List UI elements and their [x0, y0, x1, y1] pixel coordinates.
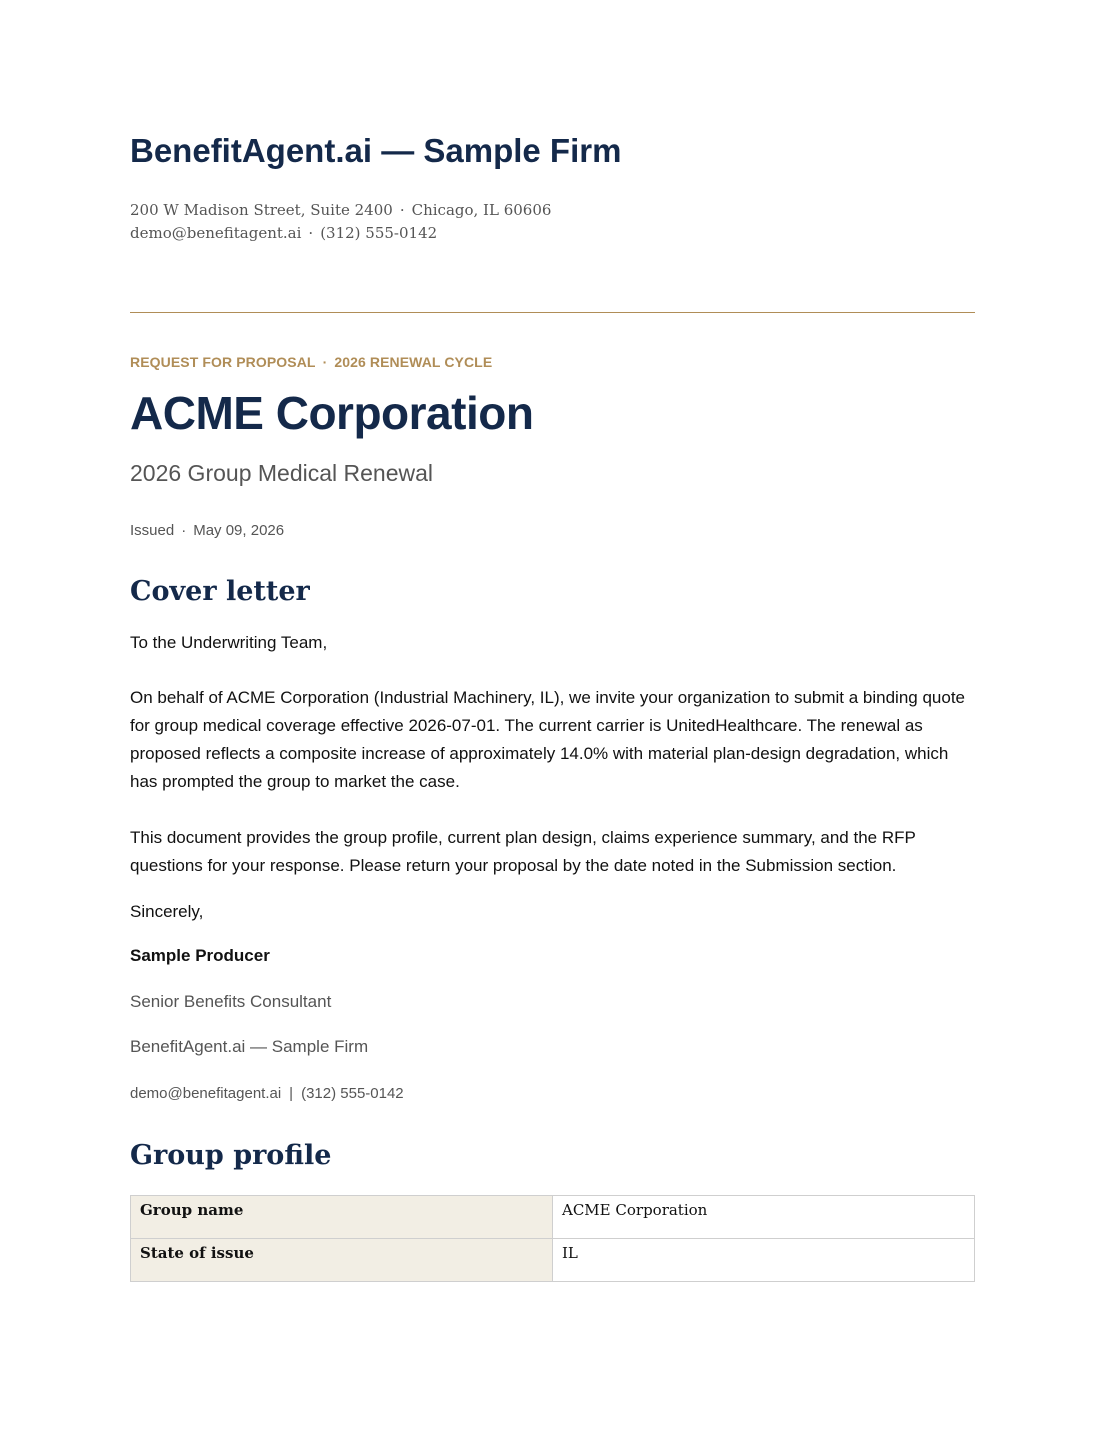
issued-date-line: [130, 522, 284, 539]
issued-label: Issued: [130, 522, 175, 539]
firm-phone: (312) 555-0142: [320, 224, 438, 242]
signer-contact: [130, 1085, 404, 1102]
letter-paragraph-2: This document provides the group profile, current plan design, claims experience summary, and the RFP questions for your response. Please return your proposal by the date noted in the Submission section.: [130, 828, 916, 875]
profile-label-state: State of issue: [131, 1239, 553, 1282]
eyebrow-rfp: REQUEST FOR PROPOSAL: [130, 354, 316, 370]
issued-separator: ·: [181, 522, 187, 539]
contact-separator: ·: [308, 224, 314, 242]
firm-contact-line: [130, 222, 551, 245]
signer-contact-separator: |: [289, 1085, 294, 1102]
group-title: ACME Corporation: [130, 387, 534, 439]
eyebrow-separator: ·: [322, 354, 328, 370]
table-row: [131, 1196, 975, 1239]
firm-email: demo@benefitagent.ai: [130, 224, 302, 242]
letter-closing: Sincerely,: [130, 902, 204, 921]
profile-value-group-name: ACME Corporation: [553, 1196, 975, 1239]
cover-letter-heading: Cover letter: [130, 576, 310, 607]
profile-value-state: IL: [553, 1239, 975, 1282]
firm-city: Chicago, IL 60606: [411, 201, 552, 219]
document-eyebrow: [130, 354, 492, 370]
eyebrow-cycle: 2026 RENEWAL CYCLE: [334, 354, 493, 370]
issued-date: May 09, 2026: [193, 522, 285, 539]
firm-street: 200 W Madison Street, Suite 2400: [130, 201, 393, 219]
signer-name: Sample Producer: [130, 946, 270, 965]
signer-title: Senior Benefits Consultant: [130, 992, 332, 1011]
header-divider: [130, 312, 975, 313]
group-profile-table: [130, 1195, 975, 1282]
group-profile-heading: Group profile: [130, 1140, 332, 1171]
firm-name: BenefitAgent.ai — Sample Firm: [130, 132, 622, 169]
letter-salutation: To the Underwriting Team,: [130, 633, 328, 652]
firm-address-line: [130, 199, 551, 222]
signer-phone: (312) 555-0142: [301, 1085, 404, 1102]
table-row: [131, 1239, 975, 1282]
firm-contact-block: [130, 199, 551, 245]
signer-firm: BenefitAgent.ai — Sample Firm: [130, 1037, 369, 1056]
letter-paragraph-1: On behalf of ACME Corporation (Industrial Machinery, IL), we invite your organization to submit a binding quote for group medical coverage effective 2026-07-01. The current carrier is UnitedHealthcare. The renewal as proposed reflects a composite increase of approximately 14.0% with material plan-design degradation, which has prompted the group to market the case.: [130, 688, 966, 791]
signer-email: demo@benefitagent.ai: [130, 1085, 282, 1102]
profile-label-group-name: Group name: [131, 1196, 553, 1239]
document-subtitle: 2026 Group Medical Renewal: [130, 460, 434, 486]
address-separator: ·: [399, 201, 405, 219]
